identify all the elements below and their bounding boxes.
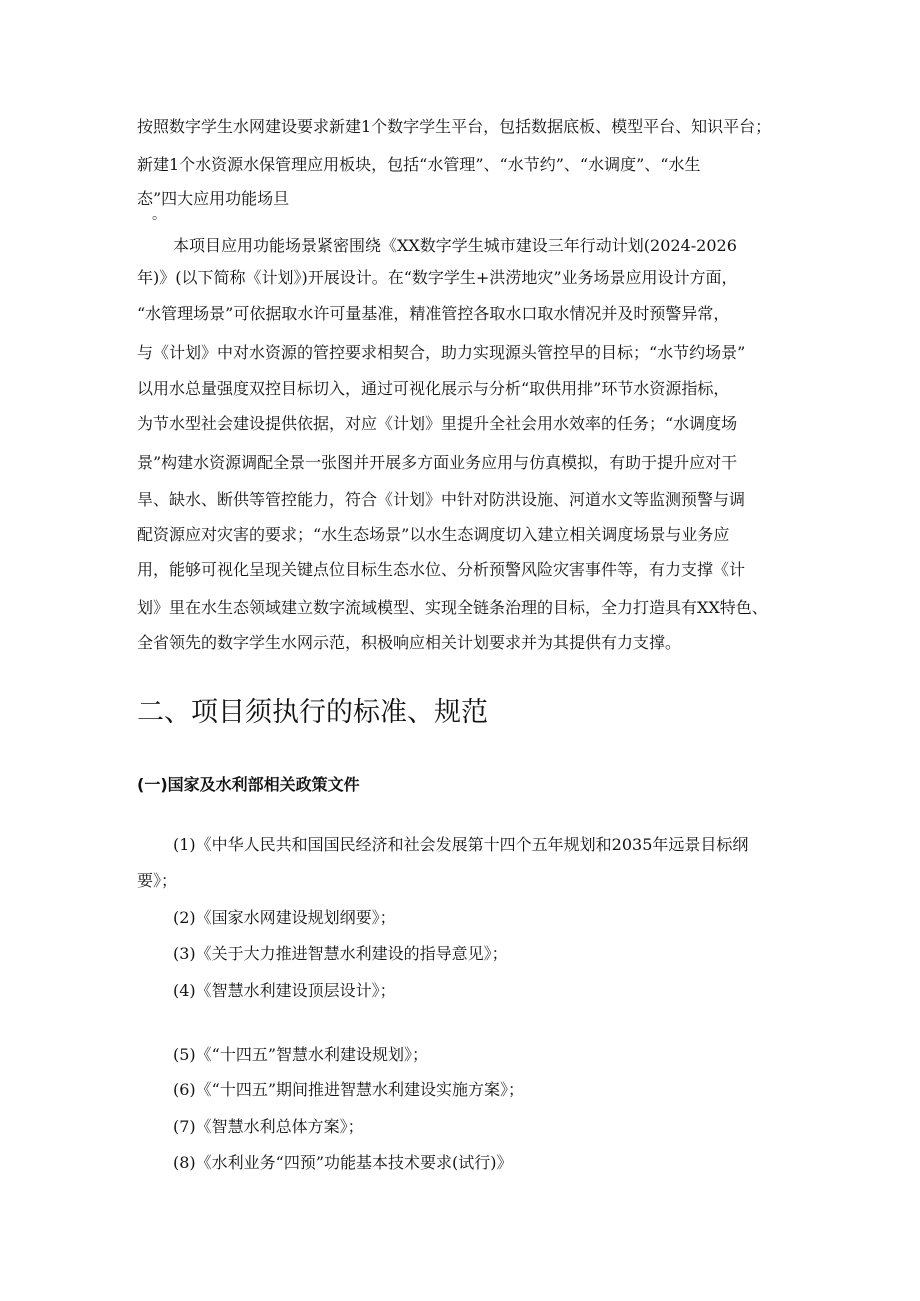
reference-item: (7)《智慧水利总体方案》； xyxy=(173,1117,364,1136)
reference-item: (6)《“十四五”期间推进智慧水利建设实施方案》； xyxy=(173,1080,525,1099)
reference-item: (8)《水利业务“四预”功能基本技术要求(试行)》 xyxy=(173,1153,513,1172)
para-line: 与《计划》中对水资源的管控要求相契合，助力实现源头管控早的目标；“水节约场景” xyxy=(137,343,746,362)
reference-item: 要》； xyxy=(137,871,178,890)
para-line: 配资源应对灾害的要求；“水生态场景”以水生态调度切入建立相关调度场景与业务应 xyxy=(137,525,730,544)
subsection-title: (一)国家及水利部相关政策文件 xyxy=(137,775,360,794)
reference-item: (5)《“十四五”智慧水利建设规划》； xyxy=(173,1045,429,1064)
intro-line: 。 xyxy=(152,207,166,223)
reference-item: (2)《国家水网建设规划纲要》； xyxy=(173,908,396,927)
para-line: 划》里在水生态领域建立数字流域模型、实现全链条治理的目标，全力打造具有XX特色、 xyxy=(137,598,768,617)
para-line: 以用水总量强度双控目标切入，通过可视化展示与分析“取供用排”环节水资源指标， xyxy=(137,379,730,398)
para-line: 景”构建水资源调配全景一张图并开展多方面业务应用与仿真模拟，有助于提升应对干 xyxy=(137,453,738,472)
para-line: 旱、缺水、断供等管控能力，符合《计划》中针对防洪设施、河道水文等监测预警与调 xyxy=(137,490,746,509)
para-line: 为节水型社会建设提供依据，对应《计划》里提升全社会用水效率的任务；“水调度场 xyxy=(137,414,738,433)
reference-item: (4)《智慧水利建设顶层设计》； xyxy=(173,981,396,1000)
para-line: 本项目应用功能场景紧密围绕《XX数字学生城市建设三年行动计划(2024-2026 xyxy=(173,236,737,255)
intro-line: 按照数字学生水网建设要求新建1个数字学生平台，包括数据底板、模型平台、知识平台； xyxy=(137,117,772,136)
section-title: 二、项目须执行的标准、规范 xyxy=(137,697,488,728)
para-line: 用，能够可视化呈现关键点位目标生态水位、分析预警风险灾害事件等，有力支撑《计 xyxy=(137,560,746,579)
reference-item: (3)《关于大力推进智慧水利建设的指导意见》； xyxy=(173,944,508,963)
intro-line: 态”四大应用功能场旦 xyxy=(137,189,290,208)
reference-item: (1)《中华人民共和国国民经济和社会发展第十四个五年规划和2035年远景目标纲 xyxy=(173,835,749,854)
para-line: “水管理场景”可依据取水许可量基准，精准管控各取水口取水情况并及时预警异常， xyxy=(137,304,730,323)
para-line: 全省领先的数字学生水网示范，积极响应相关计划要求并为其提供有力支撑。 xyxy=(137,633,682,652)
intro-line: 新建1个水资源水保管理应用板块，包括“水管理”、“水节约”、“水调度”、“水生 xyxy=(137,155,701,174)
para-line: 年)》(以下简称《计划》)开展设计。在“数字学生+洪涝地灾”业务场景应用设计方面， xyxy=(137,268,738,287)
